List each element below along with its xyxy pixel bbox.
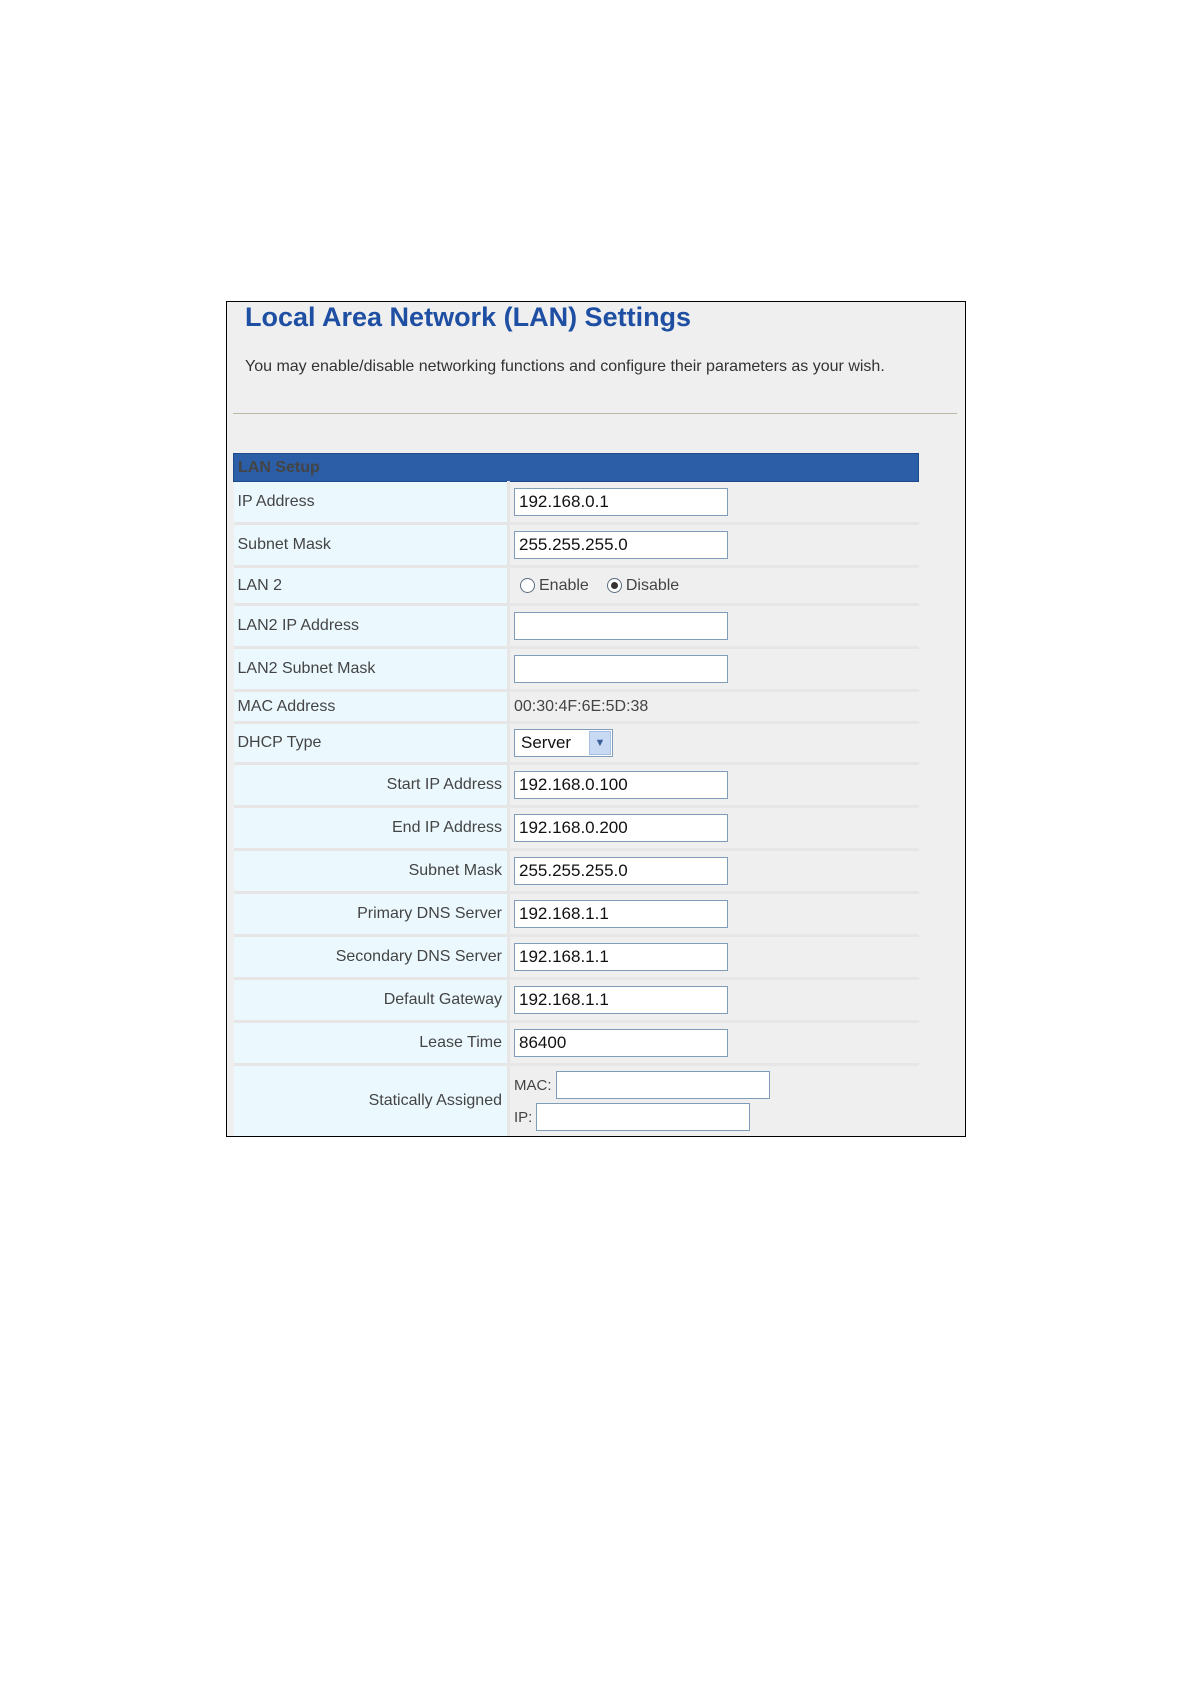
default-gateway-label: Default Gateway	[234, 979, 509, 1022]
static-ip-label: IP:	[514, 1108, 533, 1126]
lan-setup-table	[233, 453, 919, 1136]
dhcp-type-value: Server	[521, 733, 572, 752]
default-gateway-input[interactable]	[514, 986, 728, 1014]
subnet-mask-input[interactable]	[514, 531, 728, 559]
lan-settings-panel	[226, 301, 966, 1137]
dhcp-subnet-mask-input[interactable]	[514, 857, 728, 885]
lan2-disable-radio[interactable]	[607, 578, 622, 593]
lan2-disable-label[interactable]: Disable	[625, 576, 680, 594]
statically-assigned-row	[234, 1065, 919, 1137]
lan2-enable-radio[interactable]	[520, 578, 535, 593]
lan2-row	[234, 567, 919, 605]
start-ip-label: Start IP Address	[234, 764, 509, 807]
lan2-ip-address-row	[234, 605, 919, 648]
primary-dns-input[interactable]	[514, 900, 728, 928]
secondary-dns-input[interactable]	[514, 943, 728, 971]
static-ip-line	[514, 1103, 919, 1131]
lan2-subnet-mask-label: LAN2 Subnet Mask	[234, 648, 509, 691]
static-mac-input[interactable]	[556, 1071, 770, 1099]
end-ip-input[interactable]	[514, 814, 728, 842]
lan2-ip-address-input[interactable]	[514, 612, 728, 640]
primary-dns-row	[234, 893, 919, 936]
lan2-subnet-mask-input[interactable]	[514, 655, 728, 683]
mac-address-row	[234, 691, 919, 723]
start-ip-row	[234, 764, 919, 807]
primary-dns-label: Primary DNS Server	[234, 893, 509, 936]
dhcp-type-row	[234, 723, 919, 764]
secondary-dns-row	[234, 936, 919, 979]
ip-address-row	[234, 482, 919, 524]
mac-address-label: MAC Address	[234, 691, 509, 723]
end-ip-row	[234, 807, 919, 850]
lan2-label: LAN 2	[234, 567, 509, 605]
end-ip-label: End IP Address	[234, 807, 509, 850]
dhcp-subnet-mask-label: Subnet Mask	[234, 850, 509, 893]
start-ip-input[interactable]	[514, 771, 728, 799]
static-ip-input[interactable]	[536, 1103, 750, 1131]
lan2-radio-group	[514, 577, 919, 595]
lan2-ip-address-label: LAN2 IP Address	[234, 605, 509, 648]
mac-address-value: 00:30:4F:6E:5D:38	[509, 691, 919, 723]
static-mac-line	[514, 1071, 919, 1099]
dhcp-subnet-mask-row	[234, 850, 919, 893]
chevron-down-icon[interactable]: ▼	[589, 731, 611, 755]
secondary-dns-label: Secondary DNS Server	[234, 936, 509, 979]
dhcp-type-select[interactable]	[514, 729, 613, 757]
page-title: Local Area Network (LAN) Settings	[245, 302, 692, 332]
divider	[233, 413, 957, 414]
ip-address-label: IP Address	[234, 482, 509, 524]
lease-time-label: Lease Time	[234, 1022, 509, 1065]
default-gateway-row	[234, 979, 919, 1022]
page-description: You may enable/disable networking functions and configure their parameters as your wish.	[245, 358, 885, 375]
static-mac-label: MAC:	[514, 1076, 552, 1094]
subnet-mask-label: Subnet Mask	[234, 524, 509, 567]
lan2-subnet-mask-row	[234, 648, 919, 691]
lease-time-row	[234, 1022, 919, 1065]
subnet-mask-row	[234, 524, 919, 567]
lease-time-input[interactable]	[514, 1029, 728, 1057]
lan2-enable-label[interactable]: Enable	[539, 576, 589, 594]
dhcp-type-label: DHCP Type	[234, 723, 509, 764]
ip-address-input[interactable]	[514, 488, 728, 516]
lan-setup-header: LAN Setup	[234, 454, 919, 482]
statically-assigned-label: Statically Assigned	[234, 1065, 509, 1137]
